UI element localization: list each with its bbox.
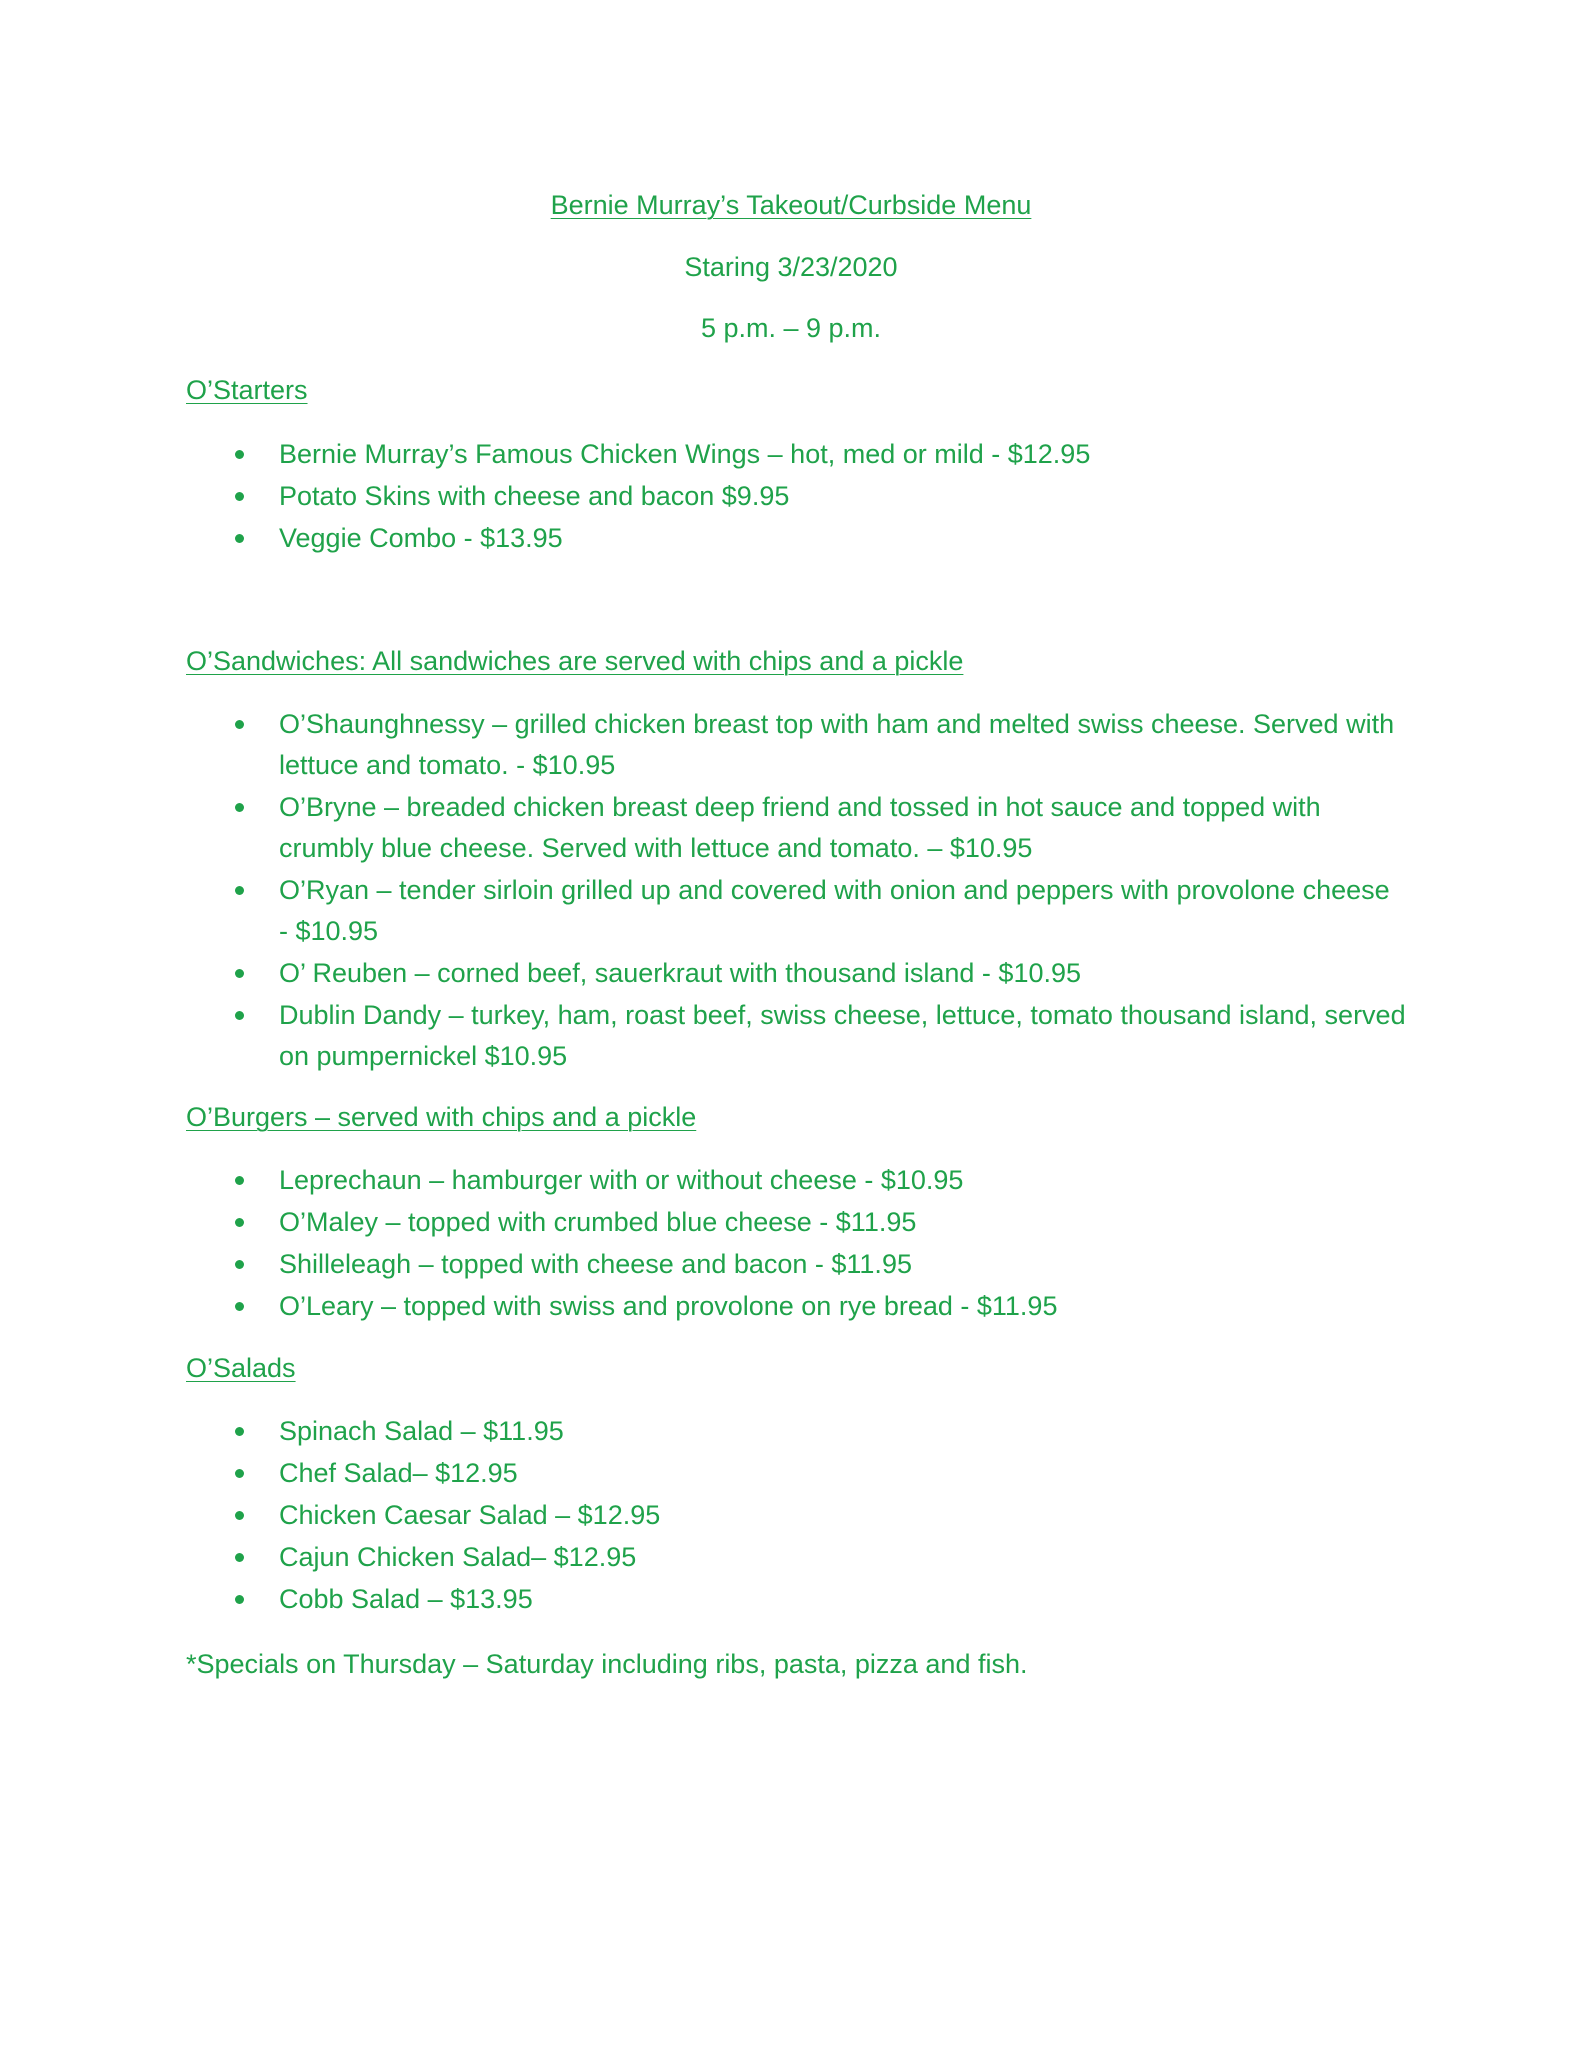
item-text: Leprechaun – hamburger with or without cheese - $10.95 <box>279 1165 964 1195</box>
burgers-heading: O’Burgers – served with chips and a pickle <box>186 1102 697 1132</box>
start-date: Staring 3/23/2020 <box>684 252 898 282</box>
salads-heading: O’Salads <box>186 1353 296 1383</box>
list-item <box>186 476 1406 517</box>
starters-heading: O’Starters <box>186 375 308 405</box>
specials-note: *Specials on Thursday – Saturday including ribs, pasta, pizza and fish. <box>186 1649 1028 1679</box>
sandwiches-heading: O’Sandwiches: All sandwiches are served with chips and a pickle <box>186 646 964 676</box>
item-text: Chef Salad– $12.95 <box>279 1458 518 1488</box>
item-text: Spinach Salad – $11.95 <box>279 1416 564 1446</box>
list-item <box>186 1160 1406 1201</box>
list-item <box>186 1286 1406 1327</box>
menu-title: Bernie Murray’s Takeout/Curbside Menu <box>550 190 1032 220</box>
item-text: Potato Skins with cheese and bacon $9.95 <box>279 481 790 511</box>
list-item <box>186 1244 1406 1285</box>
bullet-icon <box>235 1302 244 1311</box>
bullet-icon <box>235 720 244 729</box>
item-text: O’ Reuben – corned beef, sauerkraut with thousand island - $10.95 <box>279 958 1082 988</box>
bullet-icon <box>235 1427 244 1436</box>
list-item <box>186 787 1406 869</box>
item-text: O’Ryan – tender sirloin grilled up and covered with onion and peppers with provolone cheese - $10.95 <box>279 875 1390 946</box>
list-item <box>186 870 1406 952</box>
item-text: O’Leary – topped with swiss and provolone on rye bread - $11.95 <box>279 1291 1058 1321</box>
item-text: Cobb Salad – $13.95 <box>279 1584 533 1614</box>
bullet-icon <box>235 1595 244 1604</box>
item-text: Dublin Dandy – turkey, ham, roast beef, swiss cheese, lettuce, tomato thousand island, served on pumpernickel $10.95 <box>279 1000 1406 1071</box>
list-item <box>186 518 1406 559</box>
item-text: O’Shaunghnessy – grilled chicken breast top with ham and melted swiss cheese. Served with lettuce and tomato. - $10.95 <box>279 709 1395 780</box>
salads-list <box>186 1411 1406 1621</box>
bullet-icon <box>235 450 244 459</box>
list-item <box>186 1202 1406 1243</box>
item-text: O’Bryne – breaded chicken breast deep friend and tossed in hot sauce and topped with crumbly blue cheese. Served with lettuce and tomato. – $10.95 <box>279 792 1321 863</box>
bullet-icon <box>235 969 244 978</box>
item-text: Cajun Chicken Salad– $12.95 <box>279 1542 637 1572</box>
bullet-icon <box>235 1011 244 1020</box>
sandwiches-list <box>186 704 1406 1078</box>
list-item <box>186 1579 1406 1620</box>
bullet-icon <box>235 1553 244 1562</box>
item-text: Bernie Murray’s Famous Chicken Wings – hot, med or mild - $12.95 <box>279 439 1091 469</box>
bullet-icon <box>235 886 244 895</box>
bullet-icon <box>235 1469 244 1478</box>
list-item <box>186 704 1406 786</box>
bullet-icon <box>235 492 244 501</box>
item-text: Shilleleagh – topped with cheese and bacon - $11.95 <box>279 1249 912 1279</box>
menu-title-line <box>0 188 1582 222</box>
bullet-icon <box>235 534 244 543</box>
list-item <box>186 1411 1406 1452</box>
list-item <box>186 1537 1406 1578</box>
service-hours: 5 p.m. – 9 p.m. <box>700 313 882 343</box>
list-item <box>186 995 1406 1077</box>
list-item <box>186 1495 1406 1536</box>
item-text: O’Maley – topped with crumbed blue cheese - $11.95 <box>279 1207 917 1237</box>
list-item <box>186 953 1406 994</box>
item-text: Chicken Caesar Salad – $12.95 <box>279 1500 661 1530</box>
bullet-icon <box>235 1218 244 1227</box>
list-item <box>186 1453 1406 1494</box>
item-text: Veggie Combo - $13.95 <box>279 523 563 553</box>
burgers-list <box>186 1160 1406 1328</box>
list-item <box>186 434 1406 475</box>
bullet-icon <box>235 803 244 812</box>
starters-list <box>186 434 1406 560</box>
bullet-icon <box>235 1176 244 1185</box>
bullet-icon <box>235 1260 244 1269</box>
bullet-icon <box>235 1511 244 1520</box>
